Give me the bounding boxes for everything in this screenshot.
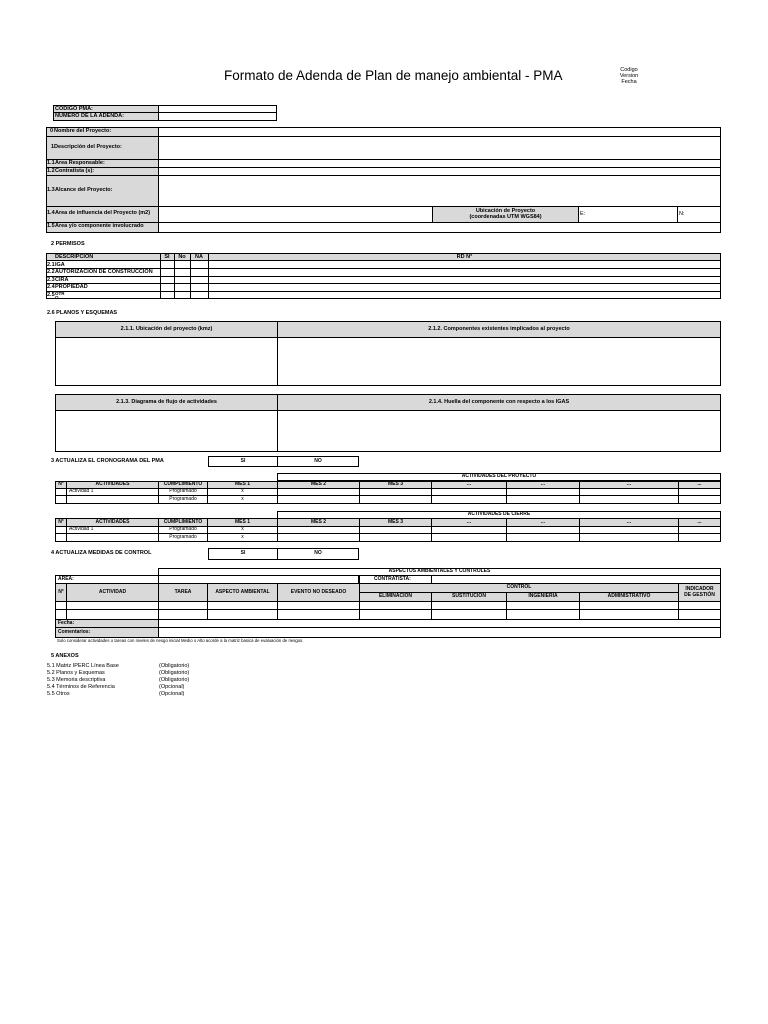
version-label: Version — [619, 73, 639, 79]
perm-row2-num: 2.3 — [47, 277, 55, 283]
anexo-status-3: (Obligatorio) — [159, 677, 190, 683]
cierre-r2-more1[interactable] — [431, 533, 507, 542]
medidas-title: 4 ACTUALIZA MEDIDAS DE CONTROL — [51, 550, 152, 556]
anexos-title: 5 ANEXOS — [51, 653, 79, 659]
s1-row1-num: 1 — [51, 144, 55, 150]
proy-r2-actividad[interactable] — [66, 495, 159, 504]
anexo-item-4: 5.4 Términos de Referencia — [47, 684, 115, 690]
proy-h-actividades: ACTIVIDADES — [66, 481, 159, 489]
plano-ubicacion-title: 2.1.1. Ubicación del proyecto (kmz) — [120, 326, 213, 332]
perm-row1-label: AUTORIZACION DE CONSTRUCCION — [55, 269, 153, 275]
control-h-eliminacion: ELIMINACIÓN — [359, 592, 432, 602]
perm-row4-label: OTR O — [55, 291, 65, 300]
comentarios-field[interactable] — [158, 627, 721, 638]
cierre-r2-cumplimiento[interactable]: Programado — [158, 533, 208, 542]
fecha-label: Fecha — [621, 79, 637, 85]
riesgo-note: Solo considerar actividades o tareas con niveles de riesgo inicial Medio o Alto acorde a la matriz basica de evaluación de riesgos. — [57, 638, 304, 643]
ubicacion-sub: (coordenadas UTM WGS84) — [469, 213, 542, 220]
anexo-item-1: 5.1 Matriz IPERC Línea Base — [47, 663, 119, 669]
control-h-aspecto: ASPECTO AMBIENTAL — [207, 583, 278, 602]
cierre-r2-mes3[interactable] — [359, 533, 432, 542]
cierre-r1-cumplimiento[interactable]: Programado — [158, 526, 208, 534]
cierre-h-mes2: MES 2 — [277, 518, 360, 527]
anexo-status-4: (Opcional) — [159, 684, 185, 690]
cierre-h-more4: ... — [678, 518, 721, 527]
proy-r2-more2[interactable] — [506, 495, 580, 504]
section1-label-column — [46, 127, 159, 233]
s1-row4-label: Alcance del Proyecto: — [55, 187, 113, 193]
cierre-h-mes1: MES 1 — [207, 518, 278, 527]
control-h-evento: EVENTO NO DESEADO — [277, 583, 360, 602]
s1-row5-num: 1.4 — [47, 210, 55, 216]
permisos-h-rd: RD N° — [456, 253, 473, 260]
planos-title: 2.6 PLANOS Y ESQUEMAS — [47, 310, 118, 316]
numero-adenda-label: NÚMERO DE LA ADENDA: — [55, 113, 124, 119]
anexo-item-3: 5.3 Memoria descriptiva — [47, 677, 106, 683]
perm-row0-label: IGA — [55, 262, 65, 268]
numero-adenda-field[interactable] — [158, 112, 277, 121]
cierre-r2-more4[interactable] — [678, 533, 721, 542]
cierre-h-cumplimiento: CUMPLIMIENTO — [158, 518, 208, 527]
perm-row3-num: 2.4 — [47, 284, 55, 290]
s1-row0-num: 0 — [50, 128, 54, 134]
proy-r1-actividad[interactable]: Actividad 1 — [66, 488, 159, 496]
actividades-cierre-title: ACTIVIDADES DE CIERRE — [277, 511, 721, 519]
proy-r1-mes1[interactable]: x — [207, 488, 278, 496]
proy-r2-mes2[interactable] — [277, 495, 360, 504]
anexo-item-5: 5.5 Otros — [47, 691, 70, 697]
cierre-r2-actividad[interactable] — [66, 533, 159, 542]
cronograma-si-option[interactable]: SI — [208, 456, 278, 467]
plano-huella-title: 2.1.4. Huella del componente con respecto a los IGAS — [428, 399, 570, 405]
proy-h-mes3: MES 3 — [359, 481, 432, 489]
permisos-title: 2 PERMISOS — [51, 241, 85, 247]
permisos-h-na: NA — [195, 253, 203, 260]
perm-row1-num: 2.2 — [47, 269, 55, 275]
perm-row2-label: CIRA — [55, 277, 69, 283]
control-h-sustitucion: SUSTITUCIÓN — [431, 592, 507, 602]
cierre-r2-more3[interactable] — [579, 533, 679, 542]
medidas-si-option[interactable]: SI — [208, 548, 278, 560]
cierre-h-mes3: MES 3 — [359, 518, 432, 527]
perm-row3-label: PROPIEDAD — [55, 284, 88, 290]
s1-row3-label: Contratista (s): — [55, 168, 95, 174]
proy-h-num: N° — [55, 481, 67, 489]
cierre-r2-more2[interactable] — [506, 533, 580, 542]
s1-row2-label: Area Responsable: — [55, 160, 105, 166]
control-h-indicador: INDICADOR DE GESTIÓN — [678, 583, 721, 602]
proy-h-more1: ... — [431, 481, 507, 489]
plano-componentes-title: 2.1.2. Componentes existentes implicados al proyecto — [428, 326, 570, 332]
control-h-ingenieria: INGENIERÍA — [506, 592, 580, 602]
proy-h-mes2: MES 2 — [277, 481, 360, 489]
cierre-h-num: N° — [55, 518, 67, 527]
s1-row0-label: Nombre del Proyecto: — [54, 128, 112, 134]
cierre-r2-mes2[interactable] — [277, 533, 360, 542]
codigo-pma-label: CODIGO PMA: — [55, 105, 93, 112]
perm-row4-num: 2.5 — [47, 292, 55, 298]
permisos-h-si: SI — [164, 253, 170, 260]
cronograma-title: 3 ACTUALIZA EL CRONOGRAMA DEL PMA — [51, 458, 164, 464]
perm-row0-num: 2.1 — [47, 262, 55, 268]
e-label: E: — [580, 211, 586, 217]
proy-h-more3: ... — [579, 481, 679, 489]
permisos-h-descripcion: DESCRIPCION — [55, 253, 94, 260]
s1-row3-num: 1.2 — [47, 168, 55, 174]
proy-r2-mes1[interactable]: x — [207, 495, 278, 504]
cierre-h-more3: ... — [579, 518, 679, 527]
control-h-control: CONTROL — [359, 583, 679, 593]
s1-row6-label: Area y/o componente involucrado — [55, 223, 144, 229]
proy-r2-cumplimiento[interactable]: Programado — [158, 495, 208, 504]
medidas-no-option[interactable]: NO — [277, 548, 359, 560]
s1-row1-label: Descripción del Proyecto: — [54, 144, 122, 150]
plano-diagrama-title: 2.1.3. Diagrama de flujo de actividades — [116, 399, 217, 405]
cierre-h-more1: ... — [431, 518, 507, 527]
proy-r2-more3[interactable] — [579, 495, 679, 504]
control-h-actividad: ACTIVIDAD — [66, 583, 159, 602]
codigo-label: Codigo — [620, 67, 638, 73]
s1-row6-num: 1.5 — [47, 223, 55, 229]
cronograma-no-option[interactable]: NO — [277, 456, 359, 467]
page-title: Formato de Adenda de Plan de manejo ambiental - PMA — [224, 68, 563, 83]
proy-r2-more1[interactable] — [431, 495, 507, 504]
cierre-h-actividades: ACTIVIDADES — [66, 518, 159, 527]
control-h-num: N° — [55, 583, 67, 602]
cierre-r1-actividad[interactable]: Actividad 1 — [66, 526, 159, 534]
proy-h-more2: ... — [506, 481, 580, 489]
proy-h-mes1: MES 1 — [207, 481, 278, 489]
s1-row4-num: 1.3 — [47, 187, 55, 193]
proy-h-more4: ... — [678, 481, 721, 489]
control-h-administrativo: ADMINISTRATIVO — [579, 592, 679, 602]
anexo-status-2: (Obligatorio) — [159, 670, 190, 676]
proy-r2-mes3[interactable] — [359, 495, 432, 504]
anexo-status-1: (Obligatorio) — [159, 663, 190, 669]
cierre-r2-mes1[interactable]: x — [207, 533, 278, 542]
area-label: AREA: — [55, 575, 159, 584]
cierre-h-more2: ... — [506, 518, 580, 527]
proy-h-cumplimiento: CUMPLIMIENTO — [158, 481, 208, 489]
ubicacion-label: Ubicación de Proyecto — [475, 207, 536, 214]
contratista-label: CONTRATISTA: — [359, 575, 432, 584]
s1-row5-label: Area de influencia del Proyecto (m2) — [55, 210, 151, 216]
actividades-proyecto-title: ACTIVIDADES DEL PROYECTO — [277, 473, 721, 481]
proy-r1-cumplimiento[interactable]: Programado — [158, 488, 208, 496]
anexo-item-2: 5.2 Planos y Esquemas — [47, 670, 105, 676]
permisos-h-no: No — [178, 253, 186, 260]
proy-r2-more4[interactable] — [678, 495, 721, 504]
fecha-label: Fecha: — [55, 619, 159, 628]
cierre-r1-mes1[interactable]: x — [207, 526, 278, 534]
comentarios-label: Comentarios: — [55, 627, 159, 638]
anexo-status-5: (Opcional) — [159, 691, 185, 697]
s1-row2-num: 1.1 — [47, 160, 55, 166]
n-label: N: — [679, 211, 685, 217]
control-table-body[interactable] — [55, 601, 721, 620]
aspectos-title: ASPECTOS AMBIENTALES Y CONTROLES — [158, 568, 721, 576]
control-h-tarea: TAREA — [158, 583, 208, 602]
